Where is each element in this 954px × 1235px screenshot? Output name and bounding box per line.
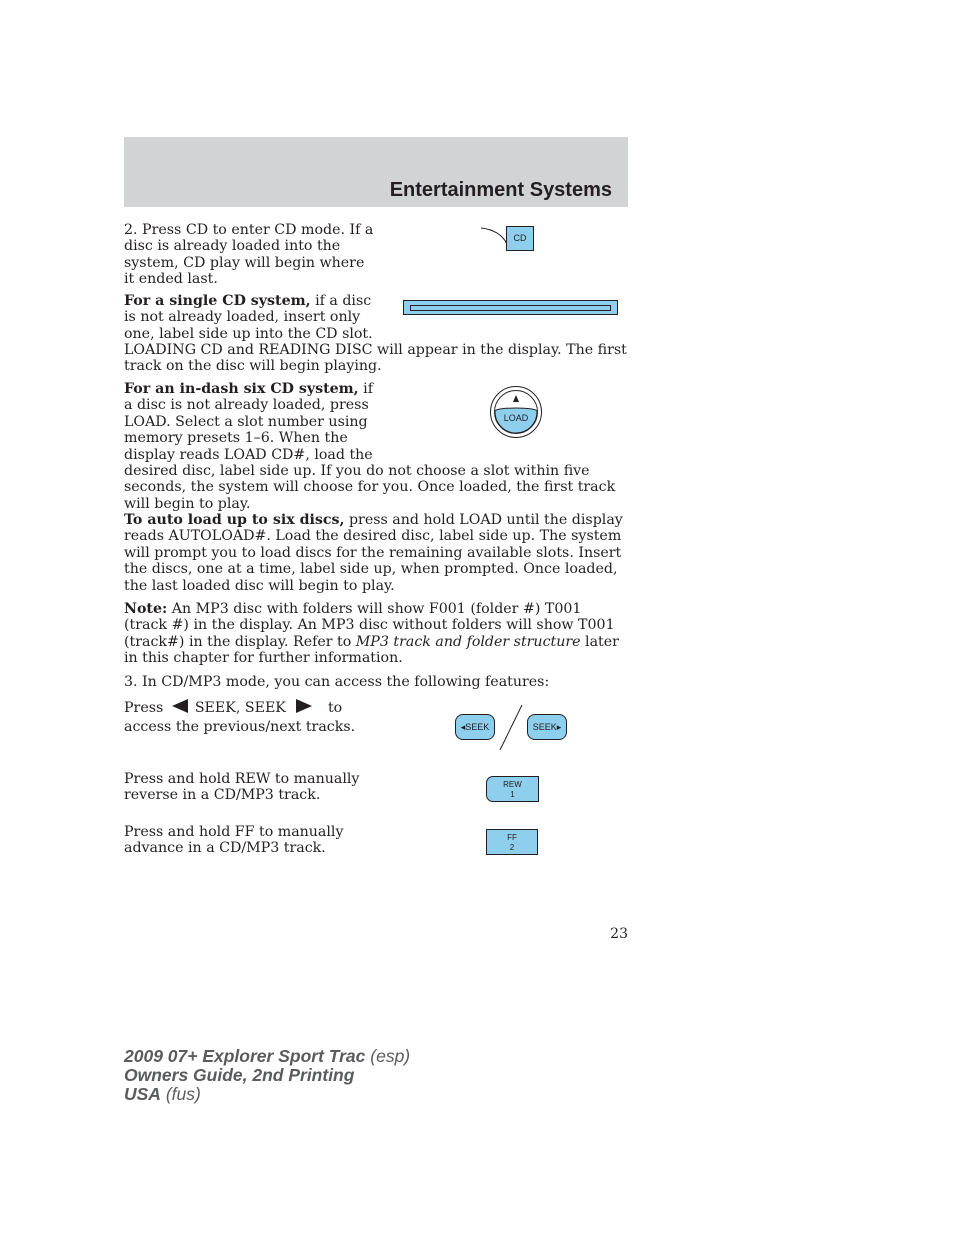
load-button-figure	[489, 385, 543, 439]
autoload-text: press and hold LOAD until the display reads AUTOLOAD#. Load the desired disc, label side up. The system will prompt you to load discs for the remaining available slots. Insert the discs, one at a time, label side up, when prompted. Once loaded, the last loaded disc will begin to play.	[124, 512, 623, 594]
section-title: Entertainment Systems	[389, 179, 612, 201]
ff-button	[486, 829, 538, 855]
seek-right-arrow-icon	[295, 699, 313, 713]
autoload-lead: To auto load up to six discs,	[124, 512, 345, 528]
rew-button	[486, 776, 539, 802]
note-lead: Note:	[124, 601, 168, 617]
document-footer	[124, 1047, 410, 1104]
rew-button-number: 1	[510, 790, 515, 799]
seek-right-button: SEEK▸	[527, 714, 567, 740]
single-cd-paragraph	[124, 293, 374, 342]
seek-buttons-figure	[455, 703, 570, 751]
section-header	[124, 137, 628, 207]
load-eject-icon	[489, 385, 543, 439]
ff-button-number: 2	[509, 843, 515, 852]
note-text1: An MP3 disc with folders will show F001 (folder #) T001 (track #) in the display. An MP3 disc without folders will show T001 (track#) in the display. Refer to	[124, 601, 615, 650]
seek-paragraph	[124, 699, 384, 735]
note-paragraph	[124, 601, 628, 667]
rew-paragraph: Press and hold REW to manually reverse in a CD/MP3 track.	[124, 771, 360, 804]
single-cd-text: if a disc is not already loaded, insert only one, label side up into the CD slot.	[124, 293, 373, 342]
footer-model: 2009 07+ Explorer Sport Trac	[124, 1046, 366, 1066]
six-cd-text: if a disc is not already loaded, press LOAD. Select a slot number using memory presets 1–6. When the display reads LOAD CD#, load the	[124, 381, 373, 463]
seek-line2: access the previous/next tracks.	[124, 719, 356, 735]
footer-guide: Owners Guide, 2nd Printing	[124, 1065, 355, 1085]
step2-paragraph: 2. Press CD to enter CD mode. If a disc is already loaded into the system, CD play will begin where it ended last.	[124, 222, 374, 288]
cd-button: CD	[506, 226, 534, 251]
ff-button-label: FF	[507, 833, 517, 842]
rew-button-label: REW	[503, 780, 522, 789]
footer-market: USA	[124, 1084, 161, 1104]
autoload-paragraph	[124, 512, 628, 594]
seek-left-arrow-icon	[171, 699, 189, 713]
footer-market-code: (fus)	[160, 1084, 201, 1104]
seek-press: Press	[124, 700, 164, 716]
cd-slot-icon	[403, 300, 618, 315]
seek-left-button: ◂SEEK	[455, 714, 495, 740]
note-italic: MP3 track and folder structure	[355, 633, 581, 650]
single-cd-lead: For a single CD system,	[124, 293, 311, 309]
six-cd-paragraph	[124, 381, 374, 463]
step3-paragraph: 3. In CD/MP3 mode, you can access the following features:	[124, 674, 550, 690]
six-cd-lead: For an in-dash six CD system,	[124, 381, 359, 397]
load-button-label: LOAD	[503, 413, 529, 423]
page-number: 23	[610, 926, 628, 942]
seek-mid: SEEK, SEEK	[194, 700, 286, 716]
note-text2: later in this chapter for further information.	[124, 633, 619, 667]
six-cd-continuation: desired disc, label side up. If you do not choose a slot within five seconds, the system will choose for you. Once loaded, the first track will begin to play.	[124, 463, 616, 512]
footer-model-code: (esp)	[365, 1046, 411, 1066]
cd-button-figure	[478, 224, 538, 254]
cd-slot-opening	[410, 305, 611, 311]
ff-paragraph: Press and hold FF to manually advance in a CD/MP3 track.	[124, 824, 344, 857]
single-cd-continuation: LOADING CD and READING DISC will appear in the display. The first track on the disc will begin playing.	[124, 342, 627, 375]
seek-to: to	[327, 700, 343, 716]
